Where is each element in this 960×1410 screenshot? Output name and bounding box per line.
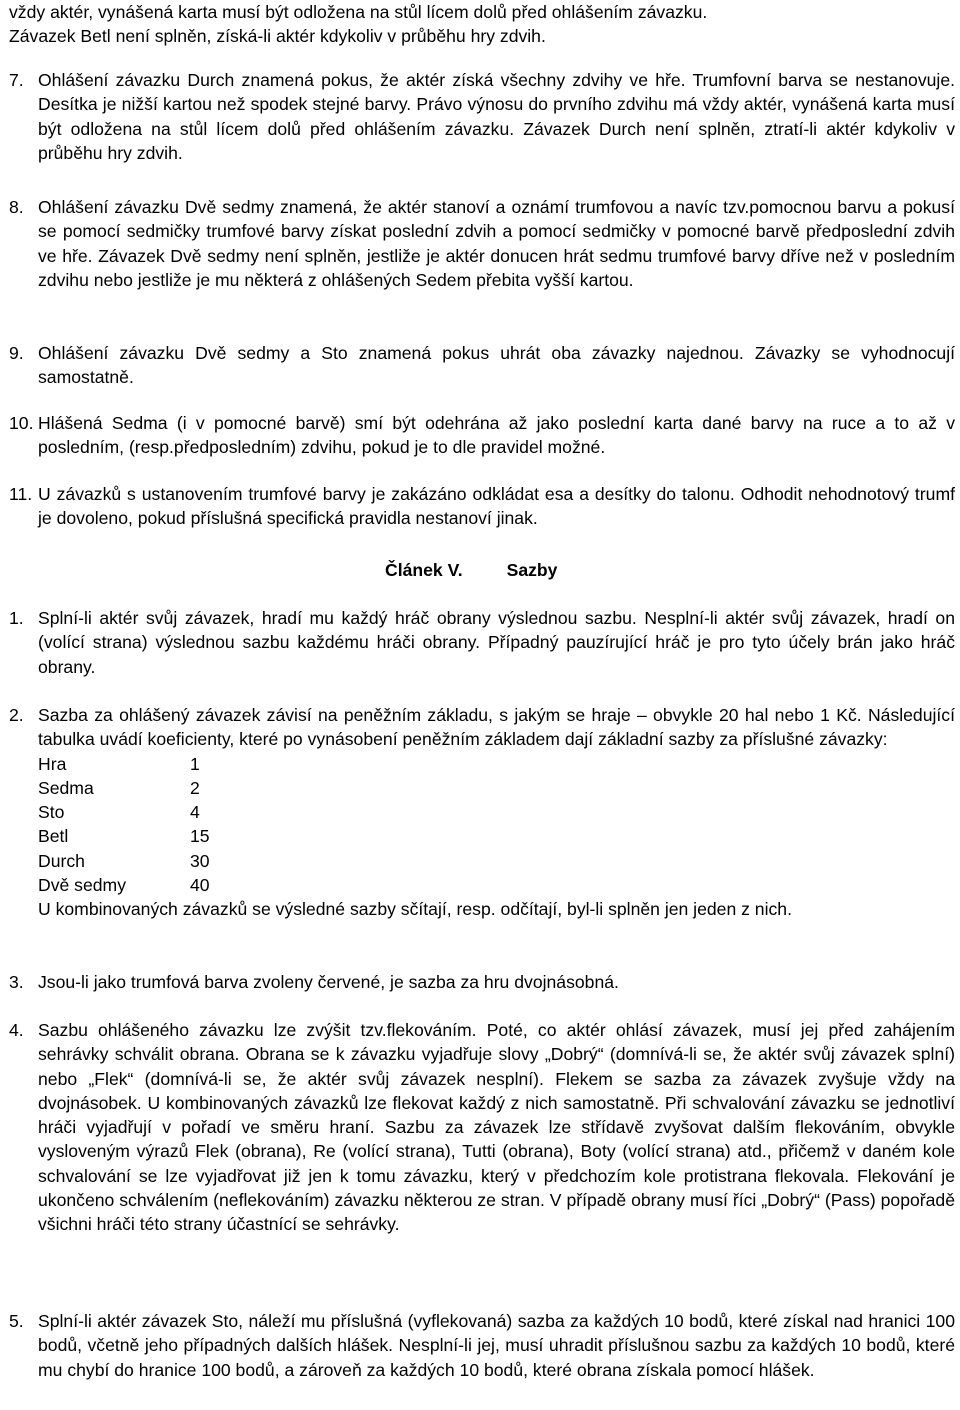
- list-item-11: [9, 482, 955, 531]
- table-cell-name: Hra: [38, 753, 67, 774]
- table-cell-coef: 40: [190, 875, 210, 896]
- article-title: Sazby: [506, 560, 558, 580]
- item-note: U kombinovaných závazků se výsledné sazby sčítají, resp. odčítají, byl-li splněn jen jeden z nich.: [38, 899, 792, 920]
- item-number: 1.: [9, 608, 24, 628]
- sazby-item-2: [9, 703, 955, 922]
- table-cell-name: Durch: [38, 850, 85, 871]
- list-item-8: [9, 195, 955, 292]
- item-text: Sazbu ohlášeného závazku lze zvýšit tzv.flekováním. Poté, co aktér ohlásí závazek, musí jej před zahájením sehrávky schválit obrana. Obrana se k závazku vyjadřuje slovy „Dobrý“ (domnívá-li se, že aktér svůj závazek splní) nebo „Flek“ (domnívá-li se, že aktér svůj závazek nesplní). Flekem se sazba za závazek zvyšuje vždy na dvojnásobek. U kombinovaných závazků lze flekovat každý z nich samostatně. Při schvalování závazku se jednotliví hráči vyjadřují v pořadí ve směru hraní. Sazbu za závazek lze střídavě zvyšovat dalším flekováním, obvykle vysloveným výrazů Flek (obrana), Re (volící strana), Tutti (obrana), Boty (volící strana) atd., přičemž v daném kole schvalování se lze vyjadřovat již jen k tomu závazku, který v předchozím kole protistrana flekovala. Flekování je ukončeno schválením (neflekováním) závazku některou ze stran. V případě obrany musí říci „Dobrý“ (Pass) popořadě všichni hráči této strany účastnící se sehrávky.: [38, 1020, 955, 1235]
- item-number: 2.: [9, 705, 24, 725]
- table-cell-coef: 15: [190, 826, 210, 847]
- table-cell-coef: 2: [190, 777, 200, 798]
- table-row: [38, 849, 955, 873]
- article-label: Článek V.: [385, 560, 463, 580]
- table-row: [38, 873, 955, 897]
- coefficient-table: [38, 752, 955, 898]
- item-text: Splní-li aktér závazek Sto, náleží mu příslušná (vyflekovaná) sazba za každých 10 bodů, které získal nad hranici 100 bodů, včetně jeho případných dalších hlášek. Nesplní-li jej, musí uhradit příslušnou sazbu za každých 10 bodů, které mu chybí do hranice 100 bodů, a zároveň za každých 10 bodů, které obrana získala pomocí hlášek.: [38, 1311, 955, 1380]
- table-row: [38, 824, 955, 848]
- table-row: [38, 752, 955, 776]
- sazby-item-4: [9, 1018, 955, 1237]
- item-text: U závazků s ustanovením trumfové barvy je zakázáno odkládat esa a desítky do talonu. Odhodit nehodnotový trumf je dovoleno, pokud příslušná specifická pravidla nestanoví jinak.: [38, 484, 955, 529]
- item-number: 11.: [9, 484, 33, 504]
- item-body: [38, 703, 955, 922]
- item-number: 7.: [9, 70, 24, 90]
- intro-line: Závazek Betl není splněn, získá-li aktér kdykoliv v průběhu hry zdvih.: [9, 26, 546, 47]
- table-cell-name: Dvě sedmy: [38, 875, 126, 896]
- item-number: 8.: [9, 197, 24, 217]
- item-text: Splní-li aktér svůj závazek, hradí mu každý hráč obrany výslednou sazbu. Nesplní-li aktér svůj závazek, hradí on (volící strana) výslednou sazbu každému hráči obrany. Případný pauzírující hráč je pro tyto účely brán jako hráč obrany.: [38, 608, 955, 677]
- item-number: 5.: [9, 1311, 24, 1331]
- table-cell-coef: 30: [190, 850, 210, 871]
- list-item-9: [9, 341, 955, 390]
- table-cell-name: Betl: [38, 826, 69, 847]
- table-cell-coef: 4: [190, 802, 200, 823]
- item-text: Hlášená Sedma (i v pomocné barvě) smí být odehrána až jako poslední karta dané barvy na ruce a to až v posledním, (resp.předposledním) zdvihu, pokud je to dle pravidel možné.: [38, 413, 955, 458]
- item-text: Sazba za ohlášený závazek závisí na peněžním základu, s jakým se hraje – obvykle 20 hal nebo 1 Kč. Následující tabulka uvádí koeficienty, které po vynásobení peněžním základem dají základní sazby za příslušné závazky:: [38, 705, 955, 750]
- intro-paragraph: [9, 0, 955, 49]
- item-number: 9.: [9, 343, 24, 363]
- item-number: 3.: [9, 972, 24, 992]
- table-cell-name: Sto: [38, 802, 65, 823]
- item-text: Ohlášení závazku Dvě sedmy a Sto znamená pokus uhrát oba závazky najednou. Závazky se vyhodnocují samostatně.: [38, 343, 955, 388]
- list-item-7: [9, 68, 955, 165]
- sazby-item-1: [9, 606, 955, 679]
- table-row: [38, 800, 955, 824]
- sazby-item-3: [9, 970, 955, 994]
- item-number: 4.: [9, 1020, 24, 1040]
- article-heading: [385, 558, 557, 582]
- list-item-10: [9, 411, 955, 460]
- item-text: Jsou-li jako trumfová barva zvoleny červené, je sazba za hru dvojnásobná.: [38, 972, 619, 992]
- intro-line: vždy aktér, vynášená karta musí být odložena na stůl lícem dolů před ohlášením závazku.: [9, 2, 708, 22]
- table-cell-coef: 1: [190, 753, 200, 774]
- table-row: [38, 776, 955, 800]
- item-text: Ohlášení závazku Durch znamená pokus, že aktér získá všechny zdvihy ve hře. Trumfovní barva se nestanovuje. Desítka je nižší kartou než spodek stejné barvy. Právo výnosu do prvního zdvihu má vždy aktér, vynášená karta musí být odložena na stůl lícem dolů před ohlášením závazku. Závazek Durch není splněn, ztratí-li aktér kdykoliv v průběhu hry zdvih.: [38, 70, 955, 163]
- sazby-item-5: [9, 1309, 955, 1382]
- item-text: Ohlášení závazku Dvě sedmy znamená, že aktér stanoví a oznámí trumfovou a navíc tzv.pomocnou barvu a pokusí se pomocí sedmičky trumfové barvy získat poslední zdvih a pomocí sedmičky v pomocné barvě předposlední zdvih ve hře. Závazek Dvě sedmy není splněn, jestliže je aktér donucen hrát sedmu trumfové barvy dříve než v posledním zdvihu nebo jestliže je mu některá z ohlášených Sedem přebita vyšší kartou.: [38, 197, 955, 290]
- table-cell-name: Sedma: [38, 777, 94, 798]
- item-number: 10.: [9, 413, 34, 433]
